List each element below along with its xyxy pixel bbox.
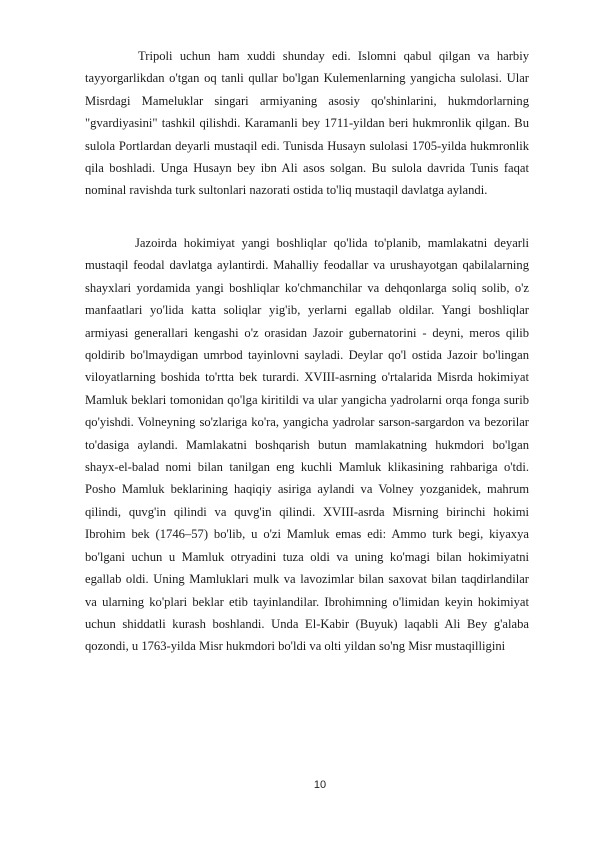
paragraph-tripoli: Tripoli uchun ham xuddi shunday edi. Islomni qabul qilgan va harbiy tayyorgarlikdan o'tgan oq tanli qullar bo'lgan Kulemenlarning yangicha sulolasi. Ular Misrdagi Mameluklar singari armiyaning asosiy qo'shinlarini, hukmdorlarning "gvardiyasini" tashkil qilishdi. Karamanli bey 1711-yildan beri hukmronlik qilgan. Bu sulola Portlardan deyarli mustaqil edi. Tunisda Husayn sulolasi 1705-yilda hukmronlik qila boshladi. Unga Husayn bey ibn Ali asos solgan. Bu sulola davrida Tunis faqat nominal ravishda turk sultonlari nazorati ostida to'liq mustaqil davlatga aylandi. xyxy=(85,49,529,198)
page-number: 10 xyxy=(313,779,327,791)
paragraph-jazoir: Jazoirda hokimiyat yangi boshliqlar qo'lida to'planib, mamlakatni deyarli mustaqil feodal davlatga aylantirdi. Mahalliy feodallar va urushayotgan qabilalarning shayxlari yordamida yangi boshliqlar ko'chmanchilar va dehqonlarga soliq solib, o'z manfaatlari yo'lida katta soliqlar yig'ib, yerlarni egallab oldilar. Yangi boshliqlar armiyasi generallari kengashi o'z orasidan Jazoir gubernatorini - deyni, meros qilib qoldirib bo'lmaydigan umrbod tayinlovni sayladi. Deylar qo'l ostida Jazoir bo'lingan viloyatlarning boshida to'rtta bek turardi. XVIII-asrning o'rtalarida Misrda hokimiyat Mamluk beklari tomonidan qo'lga kiritildi va ular yangicha yadrolarni orqa fonga surib qo'yishdi. Volneyning so'zlariga ko'ra, yangicha yadrolar sarson-sargardon va bezorilar to'dasiga aylandi. Mamlakatni boshqarish butun mamlakatning hukmdori bo'lgan shayx-el-balad nomi bilan tanilgan eng kuchli Mamluk klikasining rahbariga o'tdi. Posho Mamluk beklarining haqiqiy asiriga aylandi va Volney yozganidek, mahrum qilindi, quvg'in qilindi va quvg'in qilindi. XVIII-asrda Misrning birinchi hokimi Ibrohim bek (1746–57) bo'lib, u o'zi Mamluk emas edi: Ammo turk begi, kiyaxya bo'lgani uchun u Mamluk otryadini tuza oldi va uning ko'magi bilan hokimiyatni egallab oldi. Uning Mamluklari mulk va lavozimlar bilan saxovat bilan taqdirlandilar va ularning ko'plari beklar etib tayinlandilar. Ibrohimning o'limidan keyin hokimiyat uchun shiddatli kurash boshlandi. Unda El-Kabir (Buyuk) laqabli Ali Bey g'alaba qozondi, u 1763-yilda Misr hukmdori bo'ldi va olti yildan so'ng Misr mustaqilligini xyxy=(85,236,529,654)
paragraph-block-2 xyxy=(85,232,529,658)
paragraph-block-1 xyxy=(85,45,529,202)
